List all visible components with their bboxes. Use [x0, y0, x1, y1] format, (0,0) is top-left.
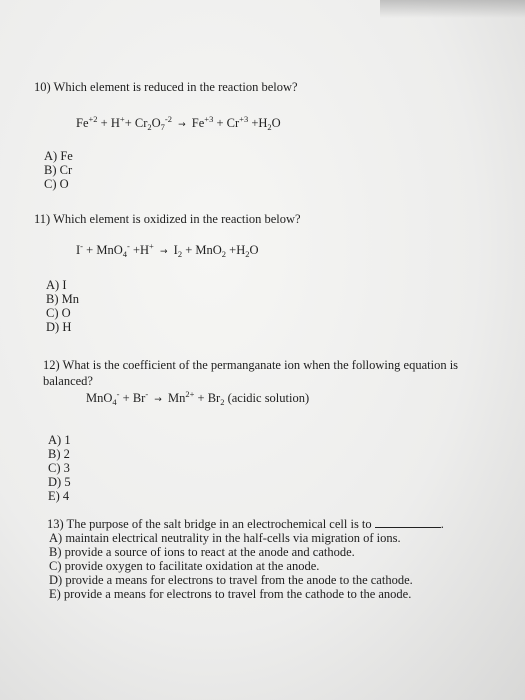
reaction-arrow-icon: → [154, 395, 162, 405]
question-11-option: B) Mn [46, 292, 79, 306]
question-13-option: B) provide a source of ions to react at the anode and cathode. [49, 545, 355, 559]
question-13-stem: 13) The purpose of the salt bridge in an electrochemical cell is to . [47, 517, 444, 531]
question-12-stem-line1: 12) What is the coefficient of the permanganate ion when the following equation is [43, 358, 459, 372]
page-shadow [380, 0, 525, 18]
question-12-option: A) 1 [48, 433, 71, 447]
question-12-option: B) 2 [48, 447, 70, 461]
question-11-option: C) O [46, 306, 71, 320]
question-11-stem: 11) Which element is oxidized in the reaction below? [34, 212, 301, 226]
question-11-option: A) I [46, 278, 67, 292]
question-13-option: D) provide a means for electrons to travel from the anode to the cathode. [49, 573, 413, 587]
question-10-option: C) O [44, 177, 69, 191]
question-10-option: A) Fe [44, 149, 73, 163]
question-11-equation: $I^- + MnO_4^- +H^+ \to I_2 + MnO_2 +H_2O$ [76, 241, 259, 259]
question-13-option: A) maintain electrical neutrality in the half-cells via migration of ions. [49, 531, 401, 545]
reaction-arrow-icon: → [159, 247, 168, 257]
question-12-option: C) 3 [48, 461, 70, 475]
question-12-option: D) 5 [48, 475, 71, 489]
answer-blank [375, 517, 441, 528]
question-12-stem-line2: balanced? [43, 374, 93, 388]
question-12-equation: $MnO_4^- + Br^- \to Mn^{2+} + Br_2$ (acidic solution) [86, 389, 310, 407]
question-10-option: B) Cr [44, 163, 73, 177]
question-13-option: C) provide oxygen to facilitate oxidation at the anode. [49, 559, 320, 573]
question-10-equation: $Fe^{+2} + H^++ Cr_2O_7^{-2} \to Fe^{+3} + Cr^{+3} +H_2O$ [76, 114, 281, 132]
question-10-stem: 10) Which element is reduced in the reaction below? [34, 80, 298, 94]
question-11-option: D) H [46, 320, 72, 334]
reaction-arrow-icon: → [178, 120, 186, 130]
question-13-option: E) provide a means for electrons to travel from the cathode to the anode. [49, 587, 412, 601]
question-12-option: E) 4 [48, 489, 70, 503]
